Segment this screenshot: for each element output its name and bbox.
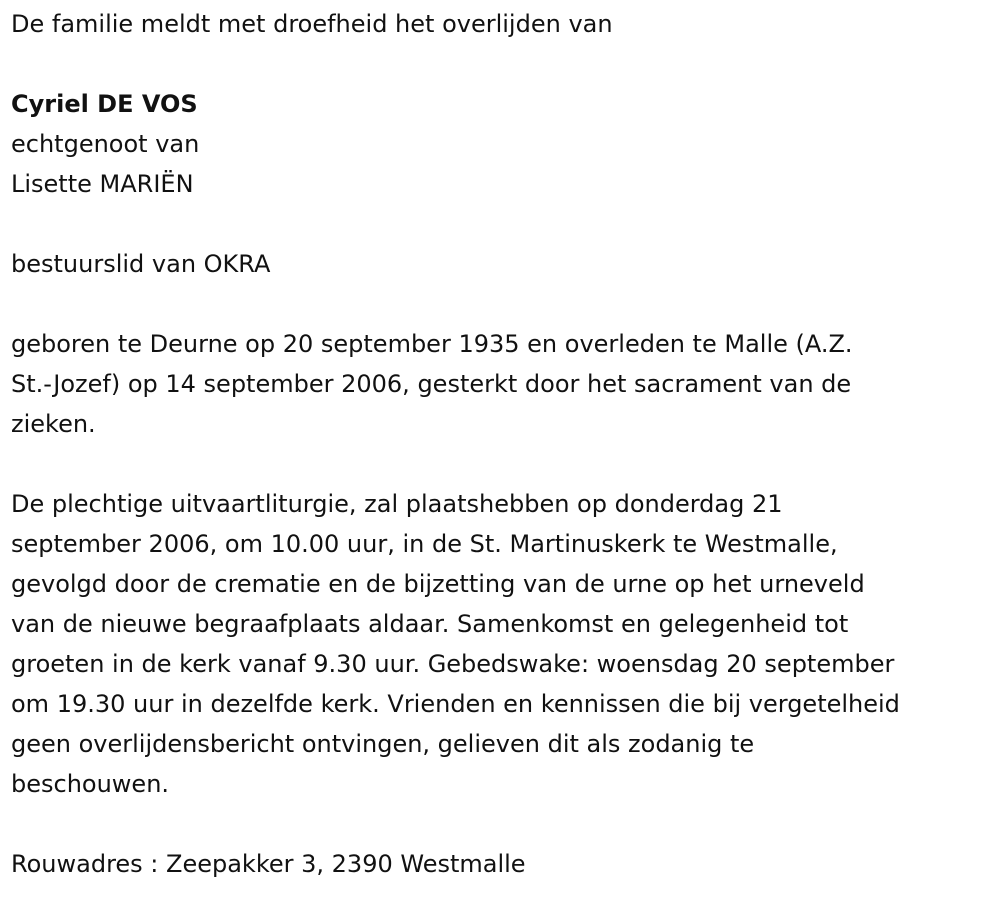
spacer [11,444,991,484]
spacer [11,44,991,84]
paragraph-line: september 2006, om 10.00 uur, in de St. Martinuskerk te Westmalle, [11,530,838,558]
paragraph-line: De plechtige uitvaartliturgie, zal plaatshebben op donderdag 21 [11,490,783,518]
spouse-name: Lisette MARIËN [11,170,194,198]
paragraph-line: geen overlijdensbericht ontvingen, gelieven dit als zodanig te [11,730,755,758]
paragraph-line: geboren te Deurne op 20 september 1935 en overleden te Malle (A.Z. [11,330,853,358]
paragraph-line: St.-Jozef) op 14 september 2006, gesterkt door het sacrament van de [11,370,852,398]
paragraph-line: groeten in de kerk vanaf 9.30 uur. Gebedswake: woensdag 20 september [11,650,895,678]
obituary-notice [11,4,991,884]
intro-text: De familie meldt met droefheid het overlijden van [11,10,613,38]
paragraph-line: gevolgd door de crematie en de bijzetting van de urne op het urneveld [11,570,865,598]
spacer [11,204,991,244]
deceased-name: Cyriel DE VOS [11,90,198,118]
paragraph-line: zieken. [11,410,96,438]
funeral-paragraph [11,484,991,804]
mourning-address: Rouwadres : Zeepakker 3, 2390 Westmalle [11,850,526,878]
paragraph-line: van de nieuwe begraafplaats aldaar. Samenkomst en gelegenheid tot [11,610,849,638]
paragraph-line: beschouwen. [11,770,170,798]
spacer [11,804,991,844]
role-text: bestuurslid van OKRA [11,250,271,278]
spacer [11,284,991,324]
birth-death-paragraph [11,324,991,444]
relation-text: echtgenoot van [11,130,200,158]
paragraph-line: om 19.30 uur in dezelfde kerk. Vrienden en kennissen die bij vergetelheid [11,690,900,718]
